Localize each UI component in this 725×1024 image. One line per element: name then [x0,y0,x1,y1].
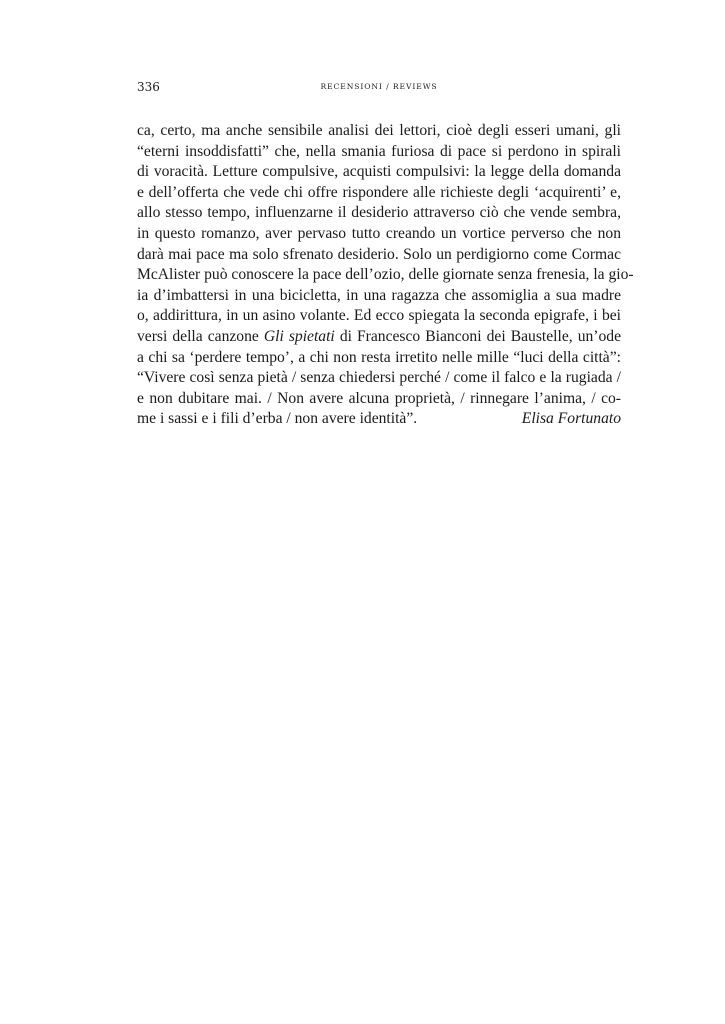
body-line: allo stesso tempo, influenzarne il desiderio attraverso ciò che vende sembra, [137,204,621,222]
body-line: e dell’offerta che vede chi offre rispondere alle richieste degli ‘acquirenti’ e, [137,183,621,201]
body-line: darà mai pace ma solo sfrenato desiderio. Solo un perdigiorno come Cormac [137,245,621,263]
body-text-fragment: versi della canzone [137,327,264,345]
body-line: me i sassi e i fili d’erba / non avere identità”. [137,410,418,428]
body-line: o, addirittura, in un asino volante. Ed ecco spiegata la seconda epigrafe, i bei [137,307,621,325]
body-line: in questo romanzo, aver pervaso tutto creando un vortice perverso che non [137,224,621,242]
author-signature: Elisa Fortunato [521,410,621,427]
running-head: RECENSIONI / REVIEWS [320,82,438,91]
page-header [137,79,621,95]
body-line-with-song-title [137,327,621,348]
body-line: “eterni insoddisfatti” che, nella smania furiosa di pace si perdono in spirali [137,142,621,160]
body-line: ca, certo, ma anche sensibile analisi dei lettori, cioè degli esseri umani, gli [137,122,621,139]
body-line: “Vivere così senza pietà / senza chiedersi perché / come il falco e la rugiada / [137,369,621,387]
body-line: ia d’imbattersi in una bicicletta, in una ragazza che assomiglia a sua madre [137,286,621,304]
song-title: Gli spietati [263,327,335,345]
body-text-fragment: di Francesco Bianconi dei Baustelle, un’ode [334,327,622,345]
body-line: di voracità. Letture compulsive, acquisti compulsivi: la legge della domanda [137,163,621,181]
review-body [137,121,634,430]
body-line: e non dubitare mai. / Non avere alcuna proprietà, / rinnegare l’anima, / co- [137,389,621,407]
body-line: McAlister può conoscere la pace dell’ozio, delle giornate senza frenesia, la gio- [137,266,634,284]
page-number: 336 [137,80,160,94]
body-line: a chi sa ‘perdere tempo’, a chi non resta irretito nelle mille “luci della città”: [137,348,621,366]
